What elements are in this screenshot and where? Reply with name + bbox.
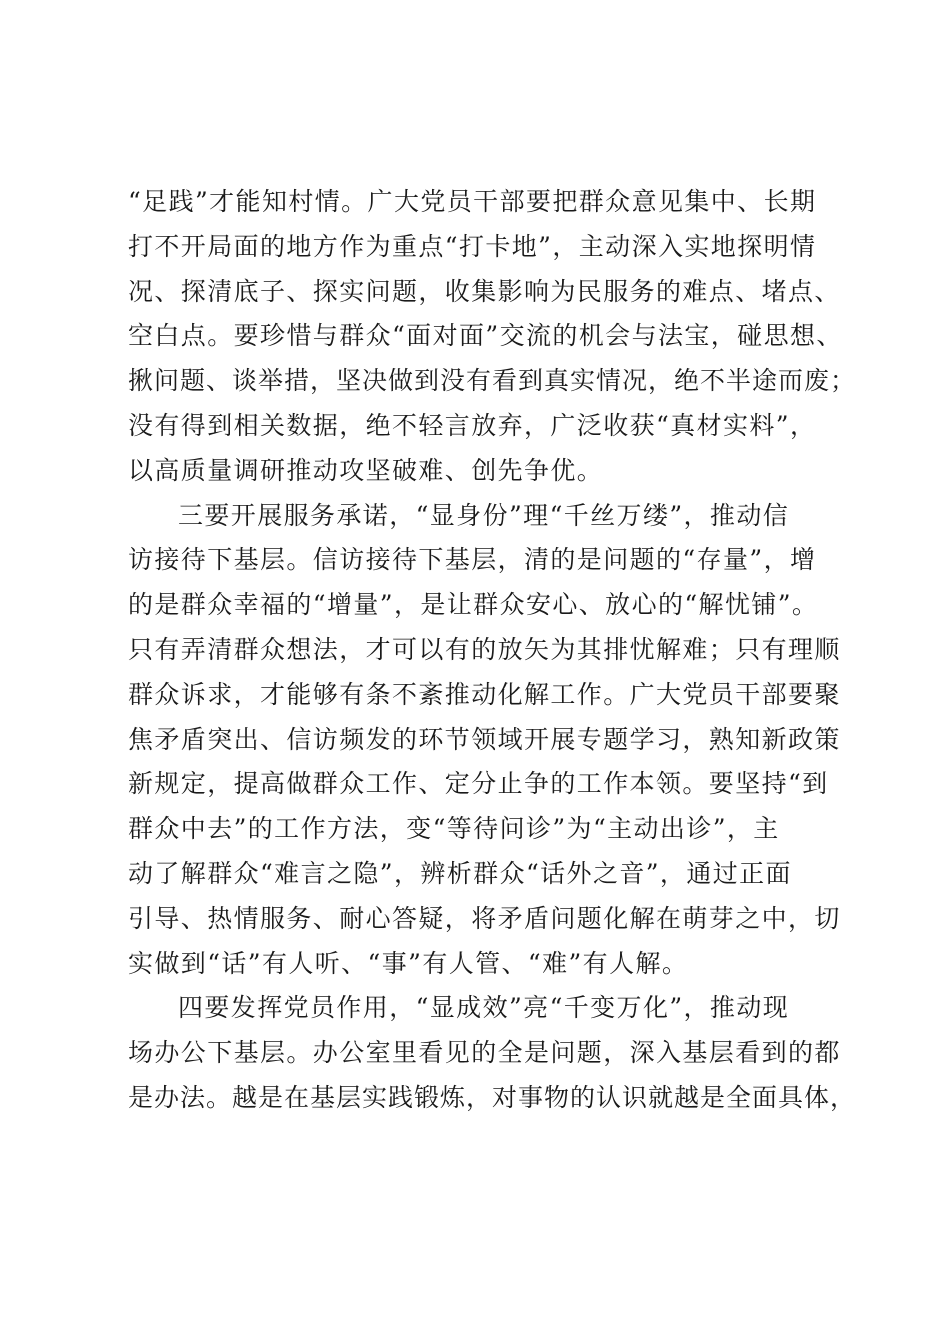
document-body [128,180,858,1121]
text-line: 动了解群众“难言之隐”，辨析群众“话外之音”，通过正面 [128,858,792,888]
text-line: 四要发挥党员作用，“显成效”亮“千变万化”，推动现 [178,993,790,1023]
text-line: 新规定，提高做群众工作、定分止争的工作本领。要坚持“到 [128,769,829,799]
text-line: 实做到“话”有人听、“事”有人管、“难”有人解。 [128,948,689,978]
text-line: 访接待下基层。信访接待下基层，清的是问题的“存量”，增 [128,545,817,575]
text-line: 打不开局面的地方作为重点“打卡地”，主动深入实地探明情 [128,231,817,261]
text-line: 况、探清底子、探实问题，收集影响为民服务的难点、堵点、 [128,276,841,306]
text-line: 以高质量调研推动攻坚破难、创先争优。 [128,455,604,485]
text-line: 没有得到相关数据，绝不轻言放弃，广泛收获“真材实料”， [128,410,817,440]
paragraph-2 [128,494,858,987]
text-line: “足践”才能知村情。广大党员干部要把群众意见集中、长期 [128,187,817,216]
text-line: 焦矛盾突出、信访频发的环节领域开展专题学习，熟知新政策 [128,724,841,754]
text-line: 揪问题、谈举措，坚决做到没有看到真实情况，绝不半途而废； [128,366,857,396]
text-line: 三要开展服务承诺，“显身份”理“千丝万缕”，推动信 [178,500,790,530]
text-line: 的是群众幸福的“增量”，是让群众安心、放心的“解忧铺”。 [128,590,819,620]
text-line: 空白点。要珍惜与群众“面对面”交流的机会与法宝，碰思想、 [128,321,843,351]
text-line: 是办法。越是在基层实践锻炼，对事物的认识就越是全面具体， [128,1082,857,1112]
text-line: 群众中去”的工作方法，变“等待问诊”为“主动出诊”，主 [128,814,780,844]
text-line: 场办公下基层。办公室里看见的全是问题，深入基层看到的都 [128,1038,841,1068]
text-line: 群众诉求，才能够有条不紊推动化解工作。广大党员干部要聚 [128,679,841,709]
paragraph-1 [128,180,858,494]
text-line: 引导、热情服务、耐心答疑，将矛盾问题化解在萌芽之中，切 [128,903,841,933]
text-line: 只有弄清群众想法，才可以有的放矢为其排忧解难；只有理顺 [128,634,841,664]
paragraph-3 [128,986,858,1120]
